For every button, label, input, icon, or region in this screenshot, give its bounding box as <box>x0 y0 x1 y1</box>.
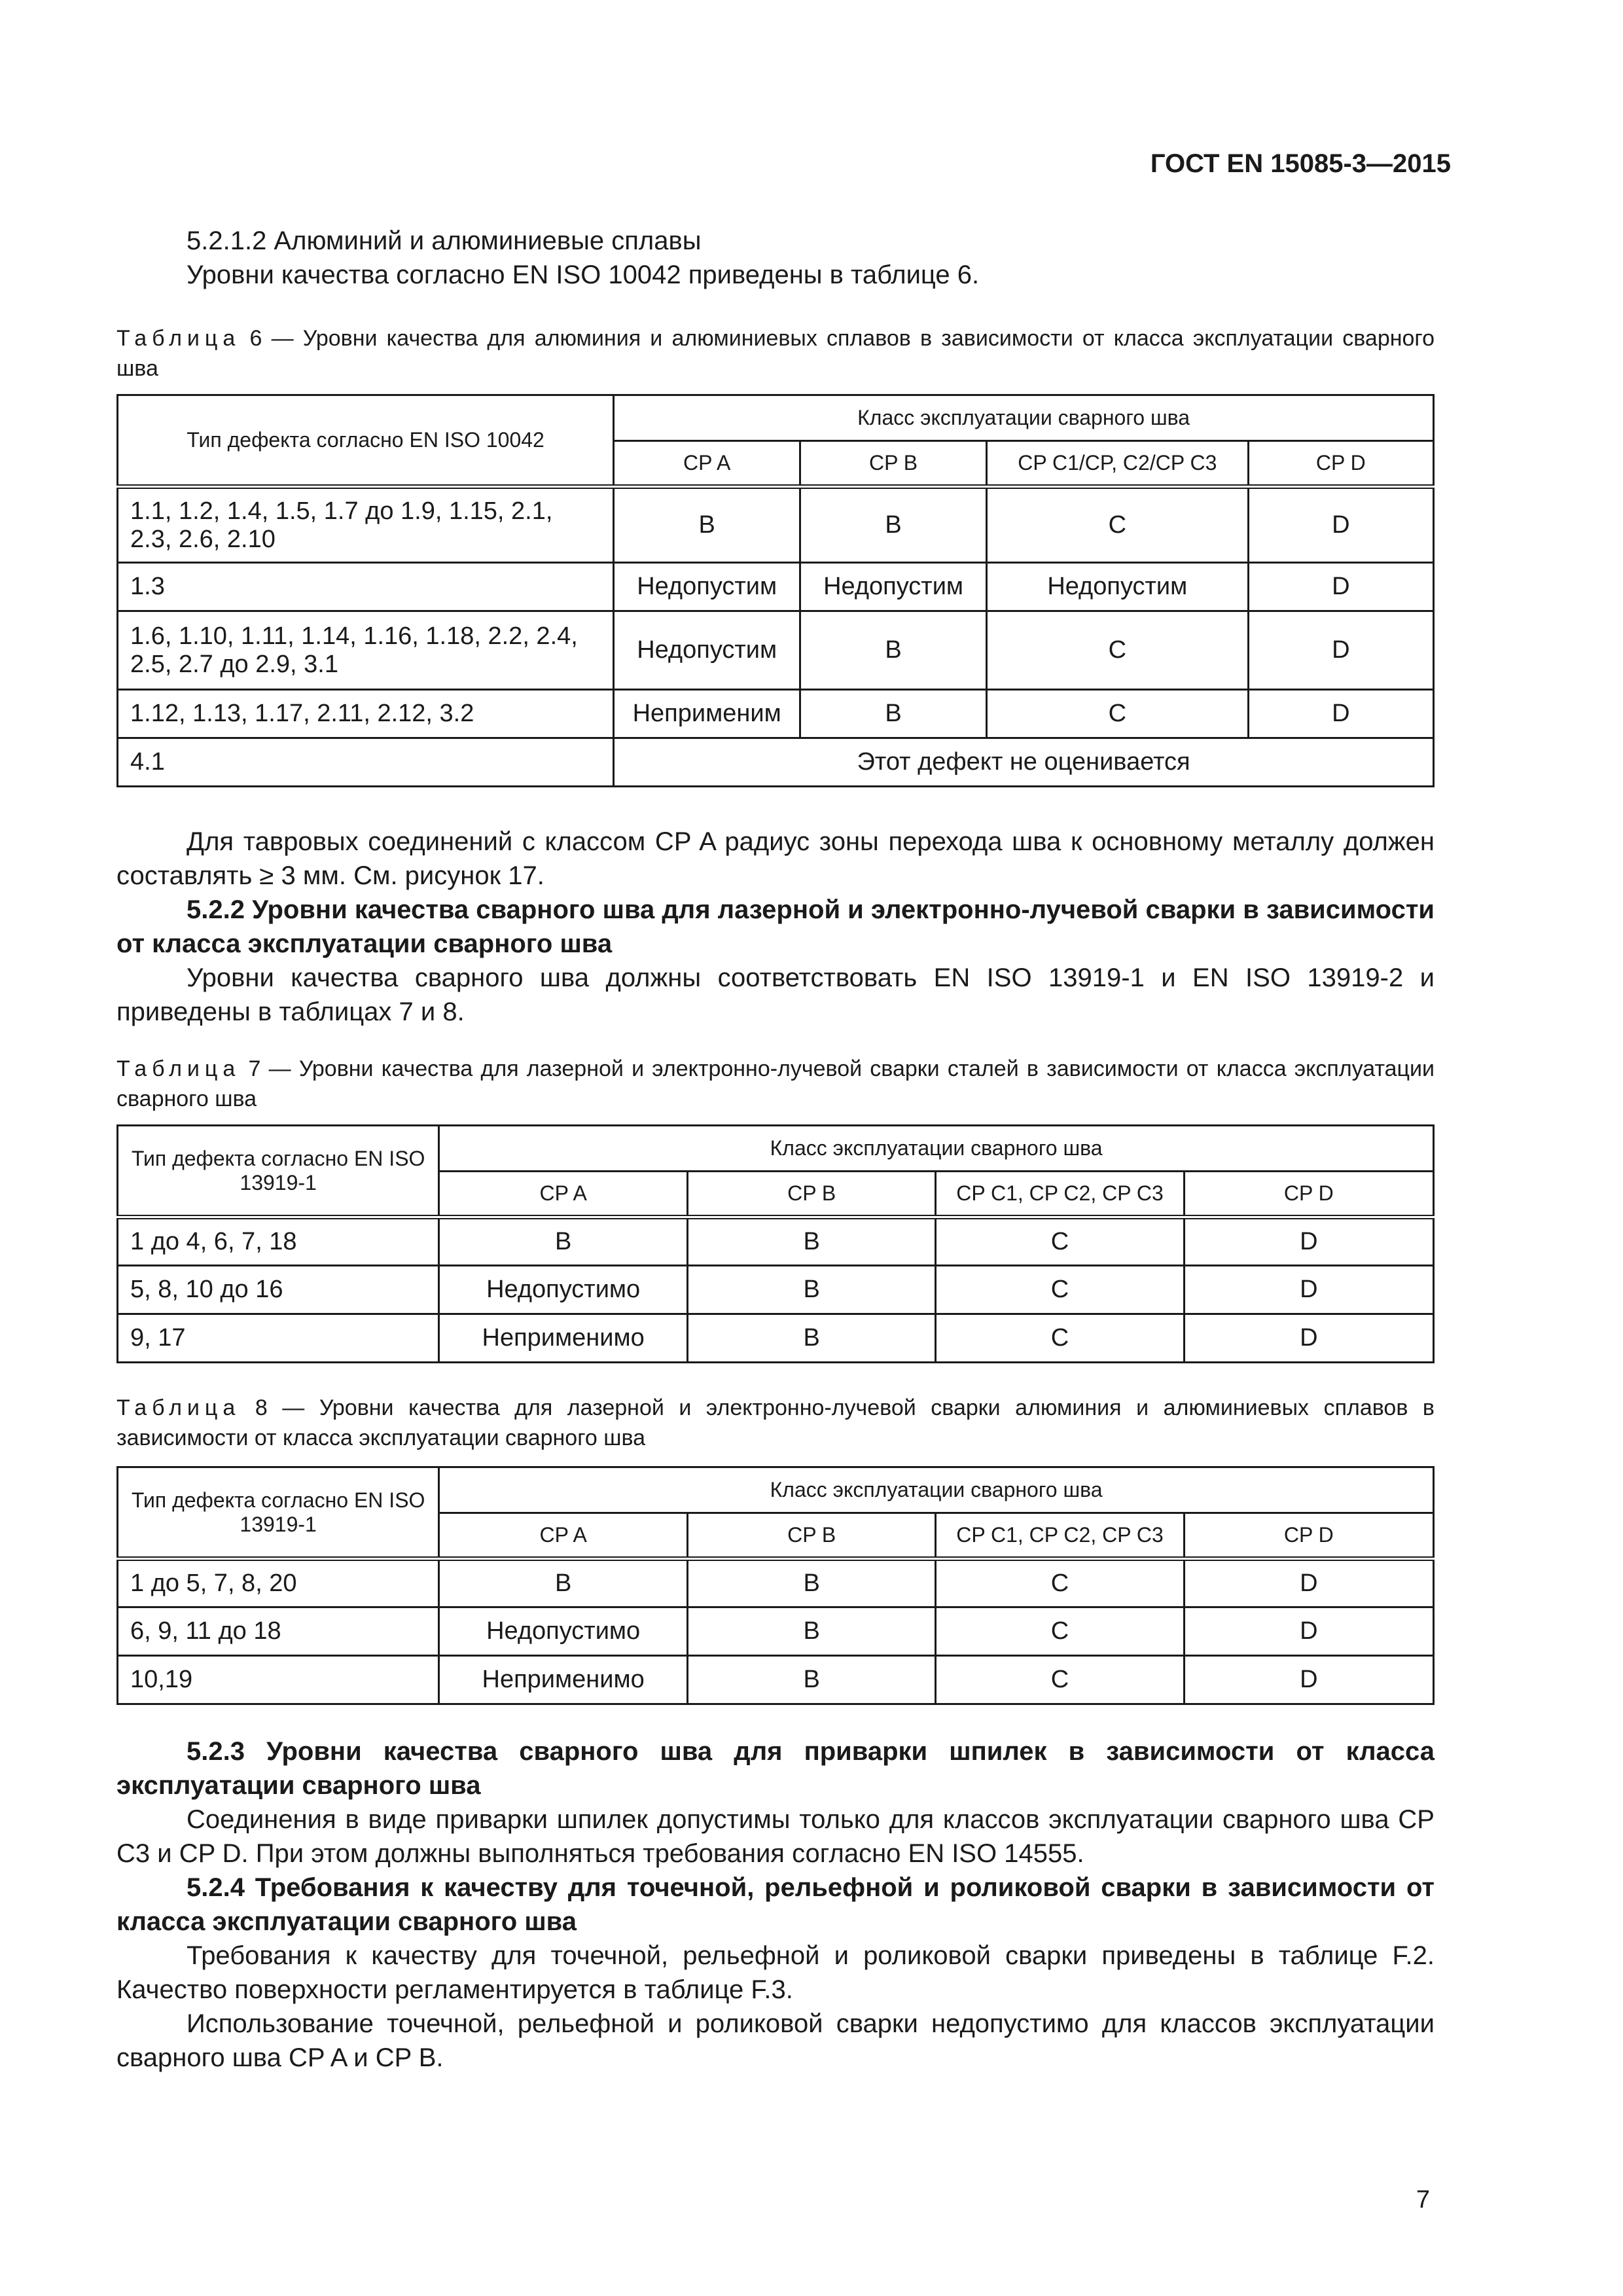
table-cell: D <box>1184 1314 1433 1363</box>
table-row <box>118 1314 1434 1363</box>
table-cell: B <box>439 1559 688 1607</box>
table-cell: D <box>1248 563 1433 611</box>
table-cell: 9, 17 <box>118 1314 439 1363</box>
table-cell: C <box>936 1266 1184 1314</box>
table8-label: Таблица <box>116 1395 241 1420</box>
table-cell: C <box>936 1607 1184 1656</box>
table-cell: D <box>1184 1607 1433 1656</box>
table-cell: B <box>800 487 987 563</box>
table8-col1-header: Тип дефекта согласно EN ISO 13919-1 <box>118 1467 439 1559</box>
table-cell: C <box>987 487 1249 563</box>
table7-caption <box>116 1054 1435 1114</box>
section-5-2-1-2-text: Уровни качества согласно EN ISO 10042 приведены в таблице 6. <box>187 260 980 289</box>
table8-col-header: CP A <box>439 1513 688 1559</box>
table-cell: C <box>987 690 1249 738</box>
table8-col-header: CP D <box>1184 1513 1433 1559</box>
table8-col-header: CP C1, CP C2, CP C3 <box>936 1513 1184 1559</box>
table-cell: C <box>936 1314 1184 1363</box>
table7-caption-text: 7 — Уровни качества для лазерной и электронно-лучевой сварки сталей в зависимости от класса эксплуатации сварного шва <box>116 1056 1435 1111</box>
table-cell: 5, 8, 10 до 16 <box>118 1266 439 1314</box>
table6-col-header: CP D <box>1248 441 1433 487</box>
table-cell: B <box>688 1607 936 1656</box>
section-5-2-3-title: 5.2.3 Уровни качества сварного шва для приварки шпилек в зависимости от класса эксплуатации сварного шва <box>116 1737 1435 1800</box>
table-cell: Этот дефект не оценивается <box>614 738 1434 787</box>
table6-col-header: CP A <box>614 441 800 487</box>
table8-col-header: CP B <box>688 1513 936 1559</box>
table-row <box>118 1607 1434 1656</box>
table-row <box>118 1656 1434 1704</box>
table-cell: D <box>1184 1559 1433 1607</box>
table6-group-header: Класс эксплуатации сварного шва <box>614 395 1434 441</box>
table-cell: D <box>1184 1217 1433 1266</box>
table6 <box>116 394 1435 787</box>
table-cell: 1.6, 1.10, 1.11, 1.14, 1.16, 1.18, 2.2, 2.4, 2.5, 2.7 до 2.9, 3.1 <box>118 611 614 690</box>
table-cell: Неприменим <box>614 690 800 738</box>
table6-col-header: CP B <box>800 441 987 487</box>
table-row <box>118 487 1434 563</box>
table-row <box>118 738 1434 787</box>
table-cell: B <box>688 1266 936 1314</box>
table-cell: B <box>688 1314 936 1363</box>
table-cell: Недопустимо <box>439 1266 688 1314</box>
table-cell: D <box>1248 611 1433 690</box>
standard-header: ГОСТ EN 15085-3—2015 <box>1150 149 1451 178</box>
table6-col-header: CP C1/CP, C2/CP C3 <box>987 441 1249 487</box>
table7-col-header: CP D <box>1184 1172 1433 1217</box>
table-cell: Недопустим <box>614 563 800 611</box>
section-5-2-2-text: Уровни качества сварного шва должны соответствовать EN ISO 13919-1 и EN ISO 13919-2 и приведены в таблицах 7 и 8. <box>116 963 1435 1026</box>
table-cell: B <box>800 611 987 690</box>
table7-label: Таблица <box>116 1056 241 1081</box>
table-cell: 4.1 <box>118 738 614 787</box>
page-number: 7 <box>1416 2186 1430 2214</box>
table6-caption-text: 6 — Уровни качества для алюминия и алюминиевых сплавов в зависимости от класса эксплуатации сварного шва <box>116 326 1435 381</box>
table-row <box>118 1266 1434 1314</box>
table-row <box>118 1559 1434 1607</box>
table-cell: C <box>936 1656 1184 1704</box>
table-cell: Неприменимо <box>439 1656 688 1704</box>
table-cell: 6, 9, 11 до 18 <box>118 1607 439 1656</box>
table-cell: Недопустимо <box>439 1607 688 1656</box>
table-row <box>118 563 1434 611</box>
table-cell: B <box>688 1217 936 1266</box>
table-cell: D <box>1184 1266 1433 1314</box>
table8-caption-text: 8 — Уровни качества для лазерной и электронно-лучевой сварки алюминия и алюминиевых сплавов в зависимости от класса эксплуатации сварного шва <box>116 1395 1435 1450</box>
section-5-2-2-title: 5.2.2 Уровни качества сварного шва для лазерной и электронно-лучевой сварки в зависимости от класса эксплуатации сварного шва <box>116 895 1435 958</box>
table-cell: C <box>936 1217 1184 1266</box>
table-row <box>118 690 1434 738</box>
table-cell: Недопустим <box>800 563 987 611</box>
table-row <box>118 611 1434 690</box>
section-5-2-4-title: 5.2.4 Требования к качеству для точечной, рельефной и роликовой сварки в зависимости от класса эксплуатации сварного шва <box>116 1873 1435 1936</box>
table-cell: 1.1, 1.2, 1.4, 1.5, 1.7 до 1.9, 1.15, 2.1, 2.3, 2.6, 2.10 <box>118 487 614 563</box>
section-5-2-4-text-1: Требования к качеству для точечной, рельефной и роликовой сварки приведены в таблице F.2. Качество поверхности регламентируется в таблице F.3. <box>116 1941 1435 2004</box>
table-cell: 1.12, 1.13, 1.17, 2.11, 2.12, 3.2 <box>118 690 614 738</box>
table-cell: B <box>614 487 800 563</box>
table6-caption <box>116 323 1435 384</box>
table-cell: C <box>936 1559 1184 1607</box>
table-cell: B <box>688 1656 936 1704</box>
tee-joint-paragraph: Для тавровых соединений с классом CP A радиус зоны перехода шва к основному металлу должен составлять ≥ 3 мм. См. рисунок 17. <box>116 827 1435 890</box>
table7-col-header: CP A <box>439 1172 688 1217</box>
table-cell: D <box>1248 487 1433 563</box>
table-cell: D <box>1184 1656 1433 1704</box>
table-cell: C <box>987 611 1249 690</box>
section-5-2-3-text: Соединения в виде приварки шпилек допустимы только для классов эксплуатации сварного шва CP C3 и CP D. При этом должны выполняться требования согласно EN ISO 14555. <box>116 1805 1435 1868</box>
table-cell: B <box>688 1559 936 1607</box>
table-row <box>118 1217 1434 1266</box>
table8 <box>116 1466 1435 1705</box>
table8-caption <box>116 1393 1435 1453</box>
table-cell: 10,19 <box>118 1656 439 1704</box>
table-cell: B <box>800 690 987 738</box>
table7-col-header: CP B <box>688 1172 936 1217</box>
table7-group-header: Класс эксплуатации сварного шва <box>439 1126 1434 1172</box>
table7-col-header: CP C1, CP C2, CP C3 <box>936 1172 1184 1217</box>
table-cell: D <box>1248 690 1433 738</box>
table-cell: 1.3 <box>118 563 614 611</box>
table-cell: Недопустим <box>987 563 1249 611</box>
table-cell: B <box>439 1217 688 1266</box>
table7 <box>116 1124 1435 1363</box>
table-cell: 1 до 4, 6, 7, 18 <box>118 1217 439 1266</box>
section-5-2-1-2-title: 5.2.1.2 Алюминий и алюминиевые сплавы <box>187 226 702 255</box>
table-cell: 1 до 5, 7, 8, 20 <box>118 1559 439 1607</box>
table-cell: Недопустим <box>614 611 800 690</box>
table6-label: Таблица <box>116 326 241 351</box>
table7-col1-header: Тип дефекта согласно EN ISO 13919-1 <box>118 1126 439 1217</box>
section-5-2-4-text-2: Использование точечной, рельефной и роликовой сварки недопустимо для классов эксплуатации сварного шва CP A и CP B. <box>116 2009 1435 2072</box>
table6-col1-header: Тип дефекта согласно EN ISO 10042 <box>118 395 614 487</box>
table-cell: Неприменимо <box>439 1314 688 1363</box>
table8-group-header: Класс эксплуатации сварного шва <box>439 1467 1434 1513</box>
